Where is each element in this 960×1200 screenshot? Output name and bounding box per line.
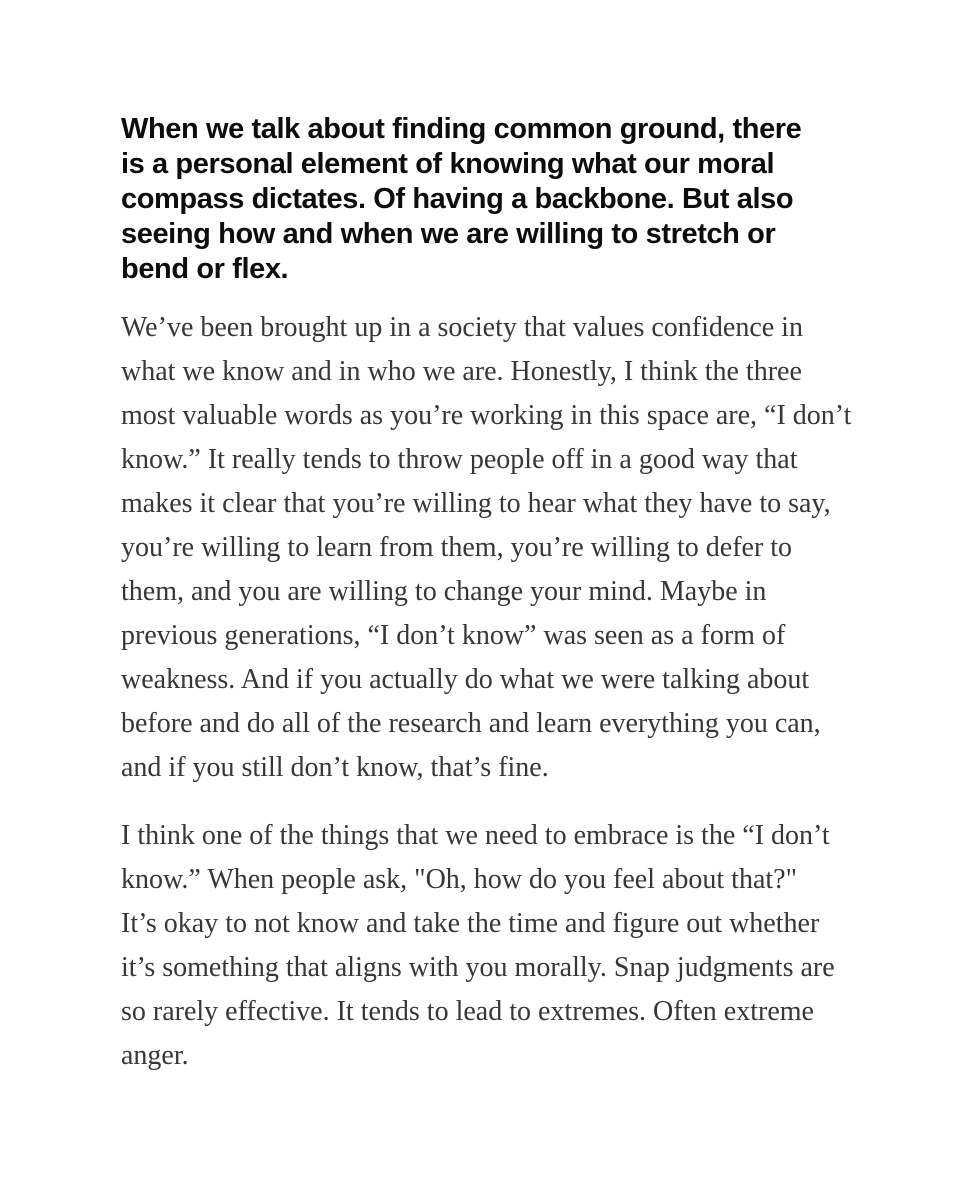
body-line: and if you still don’t know, that’s fine. — [121, 752, 549, 783]
body-line: anger. — [121, 1040, 189, 1071]
heading-line: bend or flex. — [121, 253, 289, 285]
heading-block — [121, 112, 860, 287]
body-line: know.” It really tends to throw people off in a good way that — [121, 444, 798, 475]
heading-line: When we talk about finding common ground, there — [121, 113, 802, 145]
body-line: I think one of the things that we need to embrace is the “I don’t — [121, 820, 830, 851]
body-line: what we know and in who we are. Honestly, I think the three — [121, 356, 802, 387]
body-line: know.” When people ask, "Oh, how do you feel about that?" — [121, 864, 798, 895]
heading-line: compass dictates. Of having a backbone. But also — [121, 183, 794, 215]
body-line: before and do all of the research and learn everything you can, — [121, 708, 821, 739]
body-line: makes it clear that you’re willing to hear what they have to say, — [121, 488, 831, 519]
body-paragraph-2 — [121, 814, 860, 1078]
body-line: most valuable words as you’re working in this space are, “I don’t — [121, 400, 852, 431]
body-line: it’s something that aligns with you morally. Snap judgments are — [121, 952, 835, 983]
body-line: you’re willing to learn from them, you’re willing to defer to — [121, 532, 793, 563]
body-line: We’ve been brought up in a society that values confidence in — [121, 312, 803, 343]
body-line: It’s okay to not know and take the time and figure out whether — [121, 908, 820, 939]
heading-line: is a personal element of knowing what our moral — [121, 148, 775, 180]
body-line: them, and you are willing to change your mind. Maybe in — [121, 576, 767, 607]
body-line: so rarely effective. It tends to lead to extremes. Often extreme — [121, 996, 814, 1027]
heading-line: seeing how and when we are willing to stretch or — [121, 218, 776, 250]
body-paragraph-1 — [121, 306, 860, 790]
body-line: previous generations, “I don’t know” was seen as a form of — [121, 620, 786, 651]
body-line: weakness. And if you actually do what we were talking about — [121, 664, 810, 695]
